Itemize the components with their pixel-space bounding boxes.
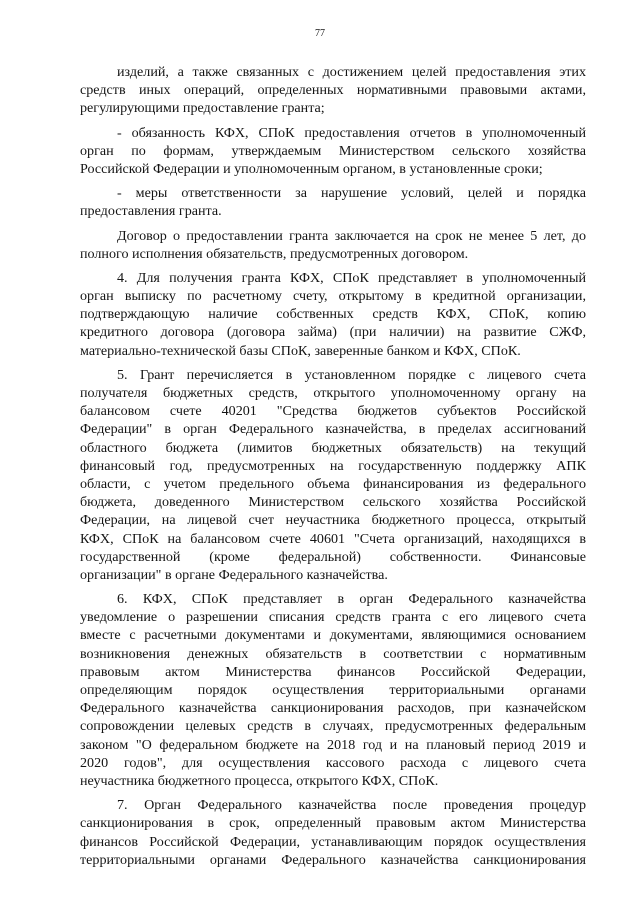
paragraph [80,63,586,118]
text-line: определяющим порядок осуществления территориальными органами [80,682,586,698]
text-line: получателя бюджетных средств, открытого уполномоченному органу на [80,385,586,401]
paragraph [80,184,586,220]
text-line: средств иных операций, определенных нормативными правовыми актами, [80,82,586,99]
text-line: возникновения денежных обязательств в соответствии с нормативным [80,645,586,662]
text-line: бюджета, доведенного Министерством сельского хозяйства Российской [80,494,586,511]
paragraph [80,366,586,584]
text-line: орган выписку по расчетному счету, открытому в кредитной организации, [80,288,586,305]
text-line: 2020 годов", для осуществления кассового расхода с лицевого счета [80,754,586,771]
text-line: материально-технической базы СПоК, заверенные банком и КФХ, СПоК. [80,342,521,359]
text-line: Федерации, на лицевой счет неучастника бюджетного процесса, открытый [80,512,586,529]
paragraph [80,269,586,360]
text-line: законом "О федеральном бюджете на 2018 год и на плановый период 2019 и [80,736,586,753]
text-line: Федерального казначейства санкционирования расходов, при казначейском [80,700,586,717]
text-line: изделий, а также связанных с достижением целей предоставления этих [117,64,586,80]
text-line: полного исполнения обязательств, предусмотренных договором. [80,245,469,262]
text-line: Федерации" в орган Федерального казначейства, в пределах ассигнований [80,421,586,438]
text-line: финансовый год, предусмотренных на государственную поддержку АПК [80,457,586,474]
text-line: областного бюджета (лимитов бюджетных обязательств) на текущий [80,439,586,456]
text-line: области, с учетом предельного объема финансирования из федерального [80,475,586,492]
text-line: кредитного договора (договора займа) (при наличии) на развитие СЖФ, [80,324,586,341]
text-line: - обязанность КФХ, СПоК предоставления отчетов в уполномоченный [117,124,586,141]
text-line: санкционирования в срок, определенный правовым актом Министерства [80,815,586,832]
text-line: предоставления гранта. [80,203,222,220]
text-line: вместе с расчетными документами и документами, являющимися основанием [80,627,586,644]
text-line: государственной (кроме федеральной) собственности. Финансовые [80,548,586,565]
page-number: 77 [315,28,325,39]
text-line: - меры ответственности за нарушение условий, целей и порядка [117,185,586,202]
document-body [80,63,586,875]
text-line: сопровождении целевых средств в случаях, предусмотренных федеральным [80,718,586,735]
text-line: Договор о предоставлении гранта заключается на срок не менее 5 лет, до [117,227,586,244]
text-line: неучастника бюджетного процесса, открытого КФХ, СПоК. [80,772,439,789]
text-line: регулирующими предоставление гранта; [80,100,325,117]
paragraph [80,590,586,790]
text-line: балансовом счете 40201 "Средства бюджетов субъектов Российской [80,403,586,420]
text-line: 7. Орган Федерального казначейства после проведения процедур [117,797,586,814]
text-line: финансов Российской Федерации, устанавливающим порядок осуществления [80,833,586,850]
text-line: территориальными органами Федерального казначейства санкционирования [80,851,586,868]
paragraph [80,227,586,263]
text-line: Российской Федерации и уполномоченным органом, в установленные сроки; [80,160,543,177]
text-line: организации" в органе Федерального казначейства. [80,566,388,583]
text-line: уведомление о разрешении списания средств гранта с его лицевого счета [80,609,586,626]
text-line: 4. Для получения гранта КФХ, СПоК представляет в уполномоченный [117,269,586,286]
text-line: 6. КФХ, СПоК представляет в орган Федерального казначейства [117,591,586,608]
text-line: подтверждающую наличие собственных средств КФХ, СПоК, копию [80,306,586,323]
text-line: КФХ, СПоК на балансовом счете 40601 "Счета организаций, находящихся в [80,530,586,547]
paragraph [80,124,586,179]
text-line: орган по формам, утверждаемым Министерством сельского хозяйства [80,142,586,159]
paragraph [80,796,586,869]
text-line: 5. Грант перечисляется в установленном порядке с лицевого счета [117,366,586,383]
text-line: правовым актом Министерства финансов Российской Федерации, [80,663,586,680]
